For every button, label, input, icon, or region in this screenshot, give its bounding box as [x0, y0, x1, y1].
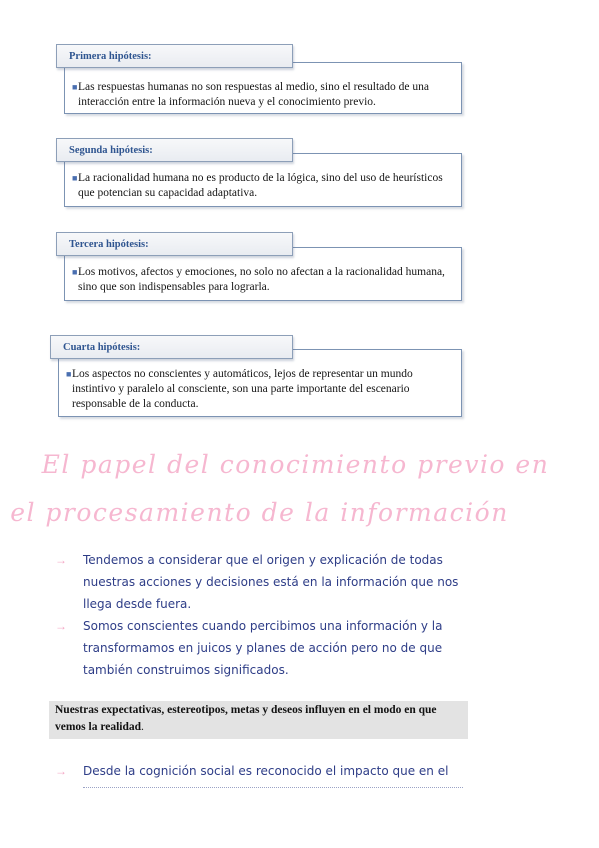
bullet-point-text: Desde la cognición social es reconocido el impacto que en el [83, 764, 449, 778]
hypothesis-card-4 [50, 335, 462, 417]
hypothesis-title: Segunda hipótesis: [56, 138, 293, 162]
hypothesis-text: ■ La racionalidad humana no es producto de la lógica, sino del uso de heurísticos que potencian su capacidad adaptativa. [72, 172, 443, 199]
hypothesis-text: ■ Los motivos, afectos y emociones, no solo no afectan a la racionalidad humana, sino que son indispensables para lograrla. [72, 266, 445, 293]
arrow-icon: → [55, 553, 67, 567]
section-heading-line-1: El papel del conocimiento previo en [41, 450, 550, 479]
hypothesis-title: Cuarta hipótesis: [50, 335, 293, 359]
cutoff-line [83, 787, 463, 791]
bullet-icon: ■ [66, 369, 72, 379]
bullet-icon: ■ [72, 173, 78, 183]
bullet-icon: ■ [72, 267, 78, 277]
arrow-icon: → [55, 764, 67, 778]
hypothesis-title: Primera hipótesis: [56, 44, 293, 68]
hypothesis-title: Tercera hipótesis: [56, 232, 293, 256]
hypothesis-card-2 [56, 138, 462, 210]
highlight-text: Nuestras expectativas, estereotipos, metas y deseos influyen en el modo en que vemos la realidad. [55, 704, 437, 733]
hypothesis-text: ■ Los aspectos no conscientes y automáticos, lejos de representar un mundo instintivo y paralelo al consciente, son una parte importante del escenario responsable de la conducta. [66, 368, 413, 410]
hypothesis-text: ■ Las respuestas humanas no son respuestas al medio, sino el resultado de una interacción entre la información nueva y el conocimiento previo. [72, 81, 429, 108]
bullet-point-text: Somos conscientes cuando percibimos una información y la transformamos en juicos y planes de acción pero no de que también construimos significados. [83, 619, 443, 677]
section-heading-line-2: el procesamiento de la información [10, 498, 509, 527]
arrow-icon: → [55, 619, 67, 633]
bullet-point-text: Tendemos a considerar que el origen y explicación de todas nuestras acciones y decisiones está en la información que nos llega desde fuera. [83, 553, 459, 611]
bullet-icon: ■ [72, 82, 78, 92]
hypothesis-card-1 [56, 44, 462, 124]
hypothesis-card-3 [56, 232, 462, 304]
